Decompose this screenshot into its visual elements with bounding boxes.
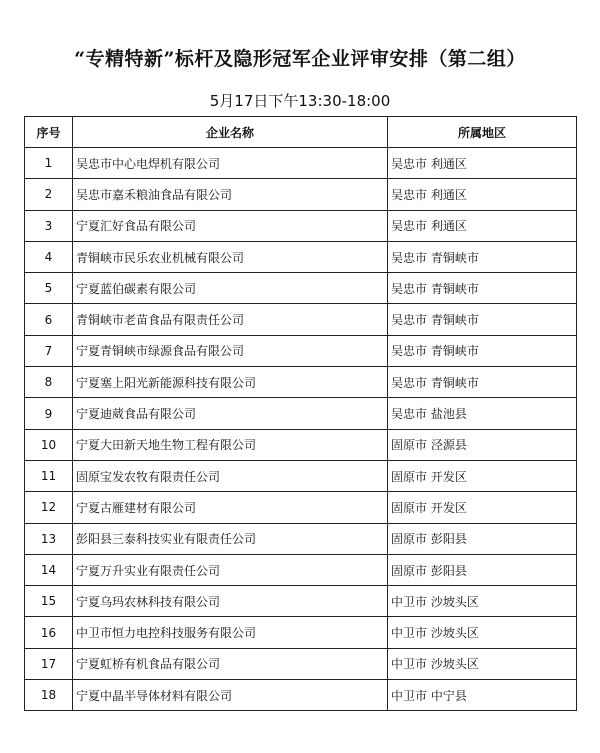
table-header-row bbox=[25, 117, 577, 148]
region: 固原市 开发区 bbox=[388, 492, 577, 523]
company-name: 吴忠市嘉禾粮油食品有限公司 bbox=[73, 179, 388, 210]
table-row bbox=[25, 367, 577, 398]
region: 吴忠市 青铜峡市 bbox=[388, 304, 577, 335]
table-row bbox=[25, 680, 577, 711]
table-row bbox=[25, 273, 577, 304]
row-index: 7 bbox=[25, 335, 73, 366]
document-title: “专精特新”标杆及隐形冠军企业评审安排（第二组） bbox=[74, 48, 526, 70]
company-name: 宁夏蓝伯碳素有限公司 bbox=[73, 273, 388, 304]
region: 吴忠市 利通区 bbox=[388, 179, 577, 210]
company-name: 宁夏中晶半导体材料有限公司 bbox=[73, 680, 388, 711]
row-index: 2 bbox=[25, 179, 73, 210]
row-index: 10 bbox=[25, 429, 73, 460]
company-name: 宁夏迪葳食品有限公司 bbox=[73, 398, 388, 429]
row-index: 12 bbox=[25, 492, 73, 523]
row-index: 11 bbox=[25, 460, 73, 491]
table-row bbox=[25, 460, 577, 491]
table-row bbox=[25, 554, 577, 585]
table-row bbox=[25, 335, 577, 366]
company-name: 宁夏虹桥有机食品有限公司 bbox=[73, 648, 388, 679]
table-row bbox=[25, 241, 577, 272]
company-name: 固原宝发农牧有限责任公司 bbox=[73, 460, 388, 491]
region: 吴忠市 利通区 bbox=[388, 148, 577, 179]
header-index: 序号 bbox=[25, 117, 73, 148]
row-index: 13 bbox=[25, 523, 73, 554]
region: 吴忠市 盐池县 bbox=[388, 398, 577, 429]
row-index: 18 bbox=[25, 680, 73, 711]
company-name: 宁夏青铜峡市绿源食品有限公司 bbox=[73, 335, 388, 366]
row-index: 1 bbox=[25, 148, 73, 179]
region: 固原市 开发区 bbox=[388, 460, 577, 491]
header-name: 企业名称 bbox=[73, 117, 388, 148]
table-row bbox=[25, 523, 577, 554]
company-name: 宁夏大田新天地生物工程有限公司 bbox=[73, 429, 388, 460]
table-row bbox=[25, 179, 577, 210]
row-index: 4 bbox=[25, 241, 73, 272]
row-index: 15 bbox=[25, 586, 73, 617]
company-name: 宁夏古雁建材有限公司 bbox=[73, 492, 388, 523]
region: 吴忠市 利通区 bbox=[388, 210, 577, 241]
row-index: 14 bbox=[25, 554, 73, 585]
schedule-time: 5月17日下午13:30-18:00 bbox=[209, 92, 391, 110]
table-row bbox=[25, 586, 577, 617]
region: 固原市 泾源县 bbox=[388, 429, 577, 460]
row-index: 16 bbox=[25, 617, 73, 648]
region: 中卫市 沙坡头区 bbox=[388, 617, 577, 648]
row-index: 17 bbox=[25, 648, 73, 679]
row-index: 3 bbox=[25, 210, 73, 241]
company-name: 中卫市恒力电控科技服务有限公司 bbox=[73, 617, 388, 648]
table-row bbox=[25, 492, 577, 523]
enterprise-table bbox=[24, 116, 577, 711]
row-index: 8 bbox=[25, 367, 73, 398]
table-row bbox=[25, 429, 577, 460]
company-name: 青铜峡市民乐农业机械有限公司 bbox=[73, 241, 388, 272]
region: 吴忠市 青铜峡市 bbox=[388, 241, 577, 272]
table-row bbox=[25, 210, 577, 241]
row-index: 9 bbox=[25, 398, 73, 429]
company-name: 宁夏塞上阳光新能源科技有限公司 bbox=[73, 367, 388, 398]
region: 吴忠市 青铜峡市 bbox=[388, 335, 577, 366]
company-name: 宁夏汇好食品有限公司 bbox=[73, 210, 388, 241]
region: 固原市 彭阳县 bbox=[388, 554, 577, 585]
row-index: 5 bbox=[25, 273, 73, 304]
table-row bbox=[25, 617, 577, 648]
region: 吴忠市 青铜峡市 bbox=[388, 367, 577, 398]
region: 吴忠市 青铜峡市 bbox=[388, 273, 577, 304]
table-row bbox=[25, 304, 577, 335]
company-name: 彭阳县三泰科技实业有限责任公司 bbox=[73, 523, 388, 554]
row-index: 6 bbox=[25, 304, 73, 335]
company-name: 宁夏万升实业有限责任公司 bbox=[73, 554, 388, 585]
region: 中卫市 中宁县 bbox=[388, 680, 577, 711]
table-row bbox=[25, 148, 577, 179]
table-row bbox=[25, 648, 577, 679]
table-row bbox=[25, 398, 577, 429]
header-region: 所属地区 bbox=[388, 117, 577, 148]
region: 中卫市 沙坡头区 bbox=[388, 586, 577, 617]
region: 固原市 彭阳县 bbox=[388, 523, 577, 554]
company-name: 吴忠市中心电焊机有限公司 bbox=[73, 148, 388, 179]
company-name: 宁夏乌玛农林科技有限公司 bbox=[73, 586, 388, 617]
region: 中卫市 沙坡头区 bbox=[388, 648, 577, 679]
company-name: 青铜峡市老苗食品有限责任公司 bbox=[73, 304, 388, 335]
